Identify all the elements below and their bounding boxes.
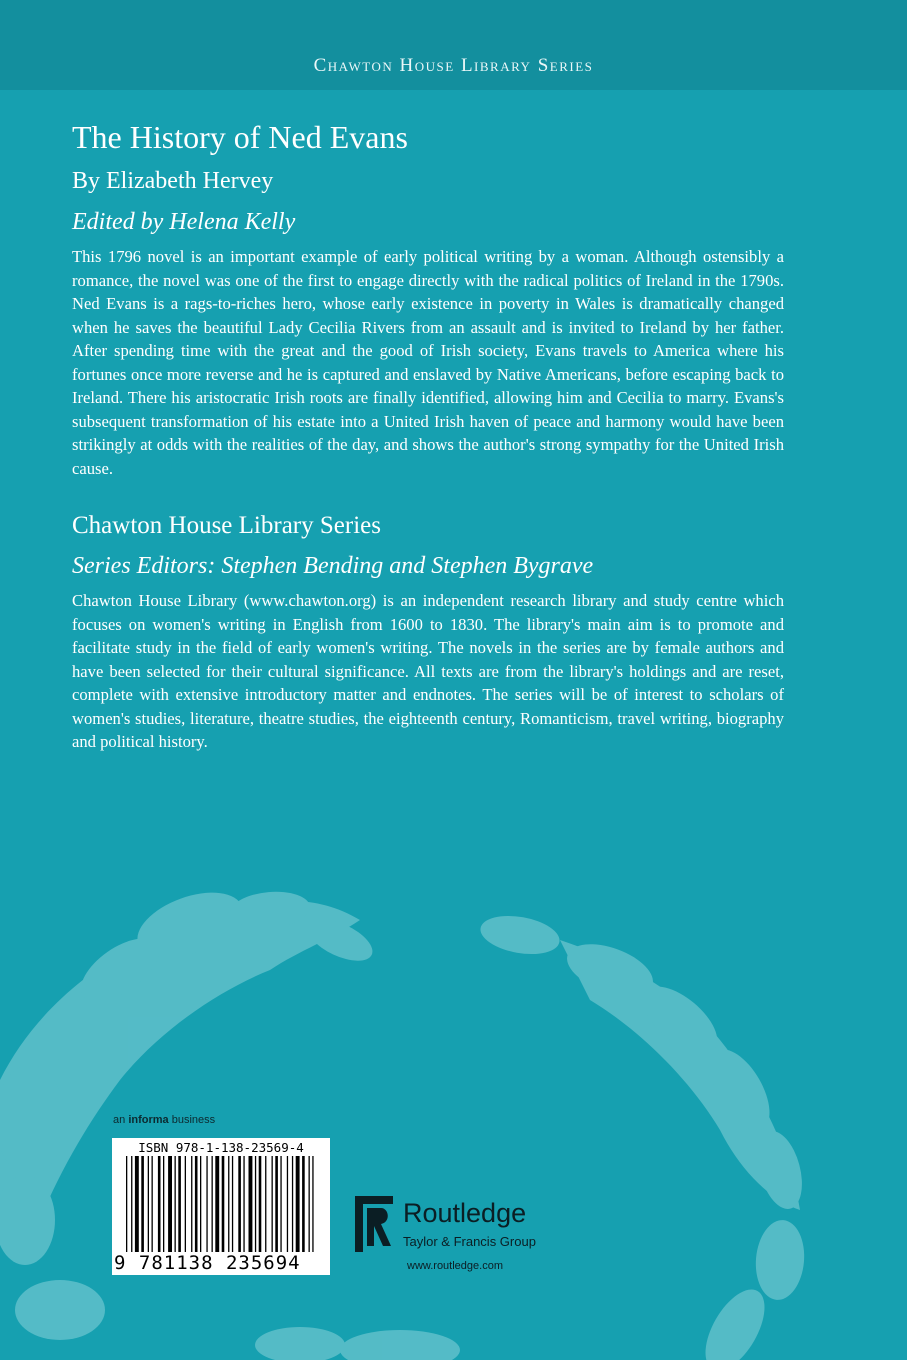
barcode-digits: 9 781138 235694	[114, 1252, 301, 1274]
publisher-group: Taylor & Francis Group	[403, 1234, 536, 1249]
publisher-url: www.routledge.com	[407, 1260, 503, 1272]
isbn-barcode	[112, 1138, 330, 1275]
barcode-bar	[163, 1156, 164, 1252]
series-editors: Series Editors: Stephen Bending and Stephen Bygrave	[72, 553, 594, 579]
barcode-bar	[135, 1156, 139, 1252]
barcode-bar	[215, 1156, 219, 1252]
barcode-bar	[265, 1156, 266, 1252]
barcode-bar	[312, 1156, 313, 1252]
barcode-bar	[141, 1156, 144, 1252]
barcode-bar	[158, 1156, 161, 1252]
barcode-bar	[309, 1156, 310, 1252]
barcode-bar	[200, 1156, 201, 1252]
book-description: This 1796 novel is an important example of early political writing by a woman. Although ostensibly a romance, the novel was one of the first to engage directly with the radical politics of Ireland in the 1790s. Ned Evans is a rags-to-riches hero, whose early existence in poverty in Wales is dramatically changed when he saves the beautiful Lady Cecilia Rivers from an assault and is invited to Ireland by her father. After spending time with the great and the good of Irish society, Evans travels to America where his fortunes once more reverse and he is captured and enslaved by Native Americans, before escaping back to Ireland. There his aristocratic Irish roots are finally identified, allowing him and Cecilia to marry. Evans's subsequent transformation of his estate into a United Irish haven of peace and harmony would have been strikingly at odds with the realities of the day, and shows the author's strong sympathy for the United Irish cause.	[72, 247, 784, 478]
barcode-bar	[126, 1156, 127, 1252]
barcode-bar	[259, 1156, 262, 1252]
barcode-bar	[131, 1156, 132, 1252]
barcode-bar	[296, 1156, 300, 1252]
barcode-bar	[178, 1156, 181, 1252]
barcode-bar	[212, 1156, 213, 1252]
barcode-bar	[195, 1156, 198, 1252]
barcode-bar	[280, 1156, 281, 1252]
book-editor: Edited by Helena Kelly	[72, 209, 296, 235]
barcode-bar	[222, 1156, 225, 1252]
publisher-name: Routledge	[403, 1198, 527, 1228]
barcode-bars	[126, 1156, 316, 1252]
book-title: The History of Ned Evans	[72, 119, 408, 155]
book-author: By Elizabeth Hervey	[72, 168, 274, 194]
barcode-bar	[287, 1156, 288, 1252]
series-header: Chawton House Library Series	[313, 55, 594, 76]
informa-business-tag: an informa business	[113, 1114, 216, 1126]
isbn-label: ISBN 978-1-138-23569-4	[138, 1140, 304, 1155]
barcode-bar	[232, 1156, 233, 1252]
barcode-bar	[272, 1156, 273, 1252]
barcode-bar	[206, 1156, 207, 1252]
series-title: Chawton House Library Series	[72, 512, 381, 539]
barcode-bar	[275, 1156, 278, 1252]
barcode-bar	[302, 1156, 305, 1252]
barcode-bar	[185, 1156, 186, 1252]
barcode-bar	[191, 1156, 192, 1252]
barcode-bar	[168, 1156, 172, 1252]
barcode-bar	[175, 1156, 176, 1252]
barcode-bar	[228, 1156, 229, 1252]
barcode-bar	[249, 1156, 253, 1252]
barcode-bar	[292, 1156, 293, 1252]
routledge-logo-icon	[355, 1196, 395, 1252]
barcode-bar	[148, 1156, 149, 1252]
barcode-bar	[152, 1156, 153, 1252]
barcode-bar	[255, 1156, 256, 1252]
barcode-bar	[238, 1156, 241, 1252]
series-description: Chawton House Library (www.chawton.org) is an independent research library and study centre which focuses on women's writing in English from 1600 to 1830. The library's main aim is to promote and facilitate study in the field of early women's writing. The novels in the series are by female authors and have been selected for their cultural significance. All texts are from the library's holdings and are reset, complete with extensive introductory matter and endnotes. The series will be of interest to scholars of women's studies, literature, theatre studies, the eighteenth century, Romanticism, travel writing, biography and political history.	[72, 591, 784, 751]
barcode-bar	[243, 1156, 244, 1252]
